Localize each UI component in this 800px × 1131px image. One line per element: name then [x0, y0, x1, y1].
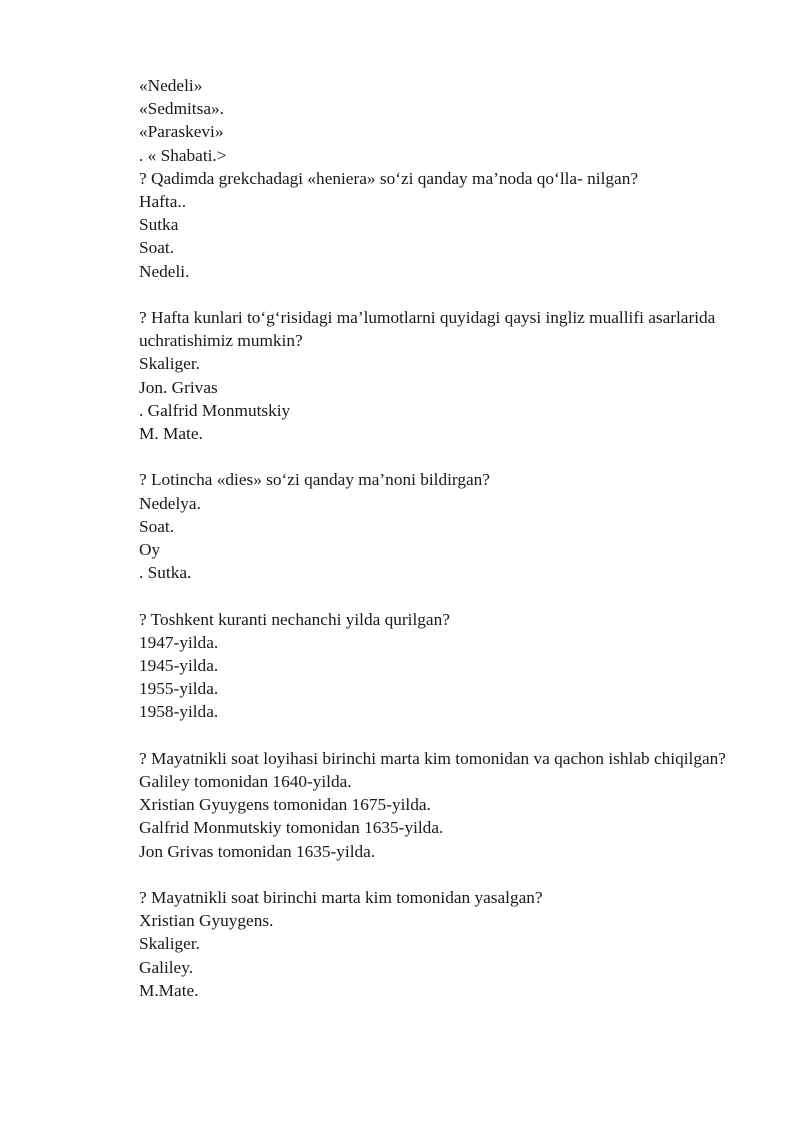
option-line: Skaliger.	[139, 934, 200, 954]
option-line: Oy	[139, 540, 161, 560]
blank-line	[139, 445, 739, 468]
intro-options	[139, 74, 739, 167]
option-line: 1958-yilda.	[139, 702, 219, 722]
option-line: Galfrid Monmutskiy tomonidan 1635-yilda.	[139, 818, 444, 838]
question-text: ? Lotincha «dies» so‘zi qanday ma’noni bildirgan?	[139, 470, 490, 490]
question-text: ? Mayatnikli soat loyihasi birinchi marta kim tomonidan va qachon ishlab chiqilgan?	[139, 748, 726, 768]
document-page	[139, 74, 739, 1002]
option-line: Soat.	[139, 516, 175, 536]
blank-line	[139, 724, 739, 747]
question-block	[139, 167, 739, 283]
option-line: Nedelya.	[139, 493, 201, 513]
option-line: 1947-yilda.	[139, 632, 219, 652]
question-block	[139, 747, 739, 863]
option-line: Sutka	[139, 215, 179, 235]
option-line: Hafta..	[139, 192, 187, 212]
blank-line	[139, 283, 739, 306]
blank-line	[139, 863, 739, 886]
option-line: Jon Grivas tomonidan 1635-yilda.	[139, 841, 376, 861]
question-block	[139, 468, 739, 584]
option-line: . Galfrid Monmutskiy	[139, 400, 291, 420]
option-line: Nedeli.	[139, 261, 190, 281]
option-line: Soat.	[139, 238, 175, 258]
option-line: . Sutka.	[139, 563, 192, 583]
blank-line	[139, 584, 739, 607]
option-line: «Paraskevi»	[139, 122, 224, 142]
option-line: M. Mate.	[139, 424, 203, 444]
question-block	[139, 608, 739, 724]
option-line: . « Shabati.>	[139, 145, 227, 165]
option-line: 1955-yilda.	[139, 679, 219, 699]
option-line: Jon. Grivas	[139, 377, 218, 397]
question-block	[139, 306, 739, 445]
option-line: Xristian Gyuygens.	[139, 911, 274, 931]
question-text: ? Hafta kunlari to‘g‘risidagi ma’lumotlarni quyidagi qaysi ingliz muallifi asarlarida uchratishimiz mumkin?	[139, 308, 716, 351]
option-line: Skaliger.	[139, 354, 200, 374]
option-line: M.Mate.	[139, 980, 199, 1000]
question-text: ? Mayatnikli soat birinchi marta kim tomonidan yasalgan?	[139, 888, 543, 908]
option-line: Xristian Gyuygens tomonidan 1675-yilda.	[139, 795, 431, 815]
option-line: «Nedeli»	[139, 76, 203, 95]
option-line: 1945-yilda.	[139, 656, 219, 676]
question-block	[139, 886, 739, 1002]
question-text: ? Qadimda grekchadagi «heniera» so‘zi qanday ma’noda qo‘lla- nilgan?	[139, 168, 639, 188]
question-text: ? Toshkent kuranti nechanchi yilda qurilgan?	[139, 609, 450, 629]
option-line: Galiley tomonidan 1640-yilda.	[139, 772, 352, 792]
option-line: «Sedmitsa».	[139, 99, 224, 119]
option-line: Galiley.	[139, 957, 194, 977]
